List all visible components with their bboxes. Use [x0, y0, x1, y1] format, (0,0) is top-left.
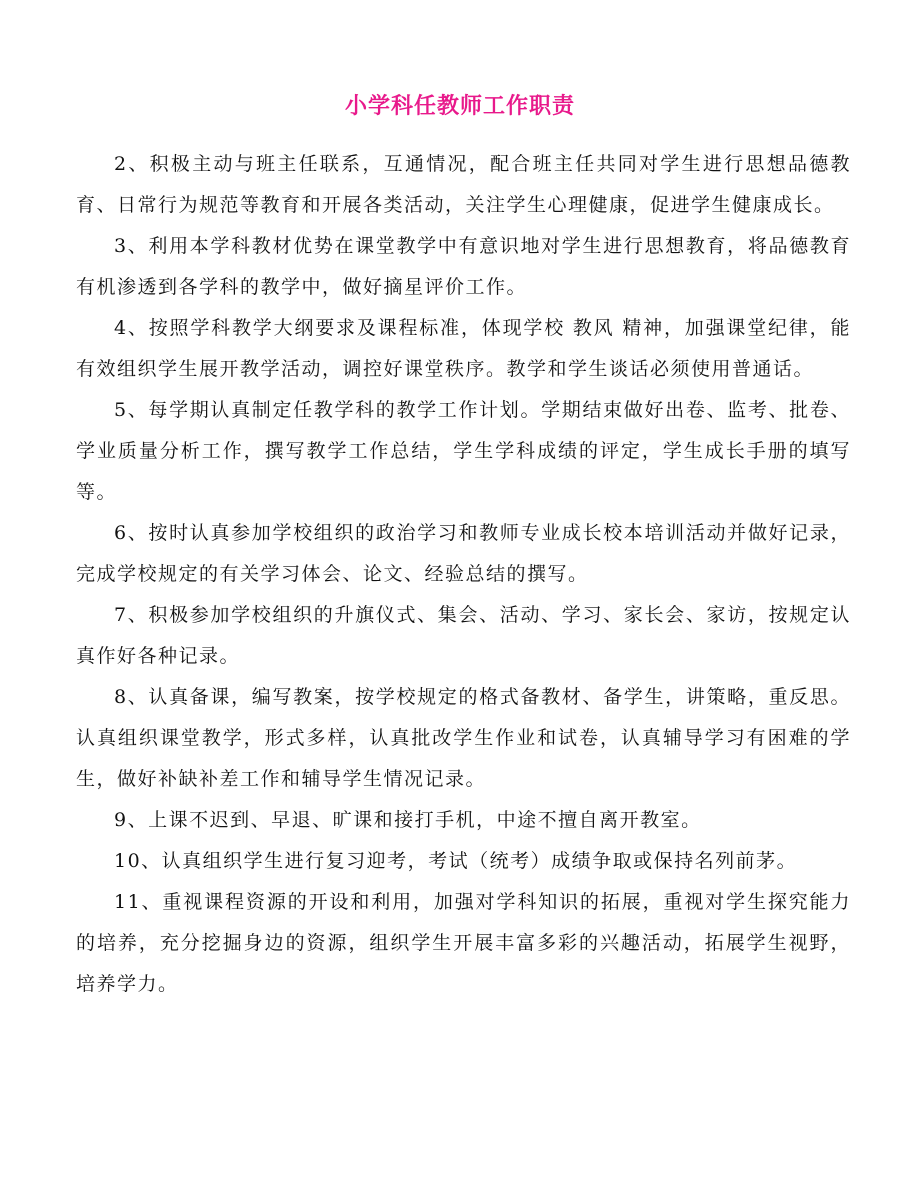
- document-title: 小学科任教师工作职责: [344, 93, 575, 119]
- paragraph-4: 4、按照学科教学大纲要求及课程标准，体现学校 教风 精神，加强课堂纪律，能有效组织学生展开教学活动，调控好课堂秩序。教学和学生谈话必须使用普通话。: [76, 317, 851, 380]
- paragraph-8: 8、认真备课，编写教案，按学校规定的格式备教材、备学生，讲策略，重反思。认真组织课堂教学，形式多样，认真批改学生作业和试卷，认真辅导学习有困难的学生，做好补缺补差工作和辅导学生情况记录。: [76, 686, 851, 790]
- paragraph-3: 3、利用本学科教材优势在课堂教学中有意识地对学生进行思想教育，将品德教育有机渗透到各学科的教学中，做好摘星评价工作。: [76, 235, 851, 298]
- paragraph-5: 5、每学期认真制定任教学科的教学工作计划。学期结束做好出卷、监考、批卷、学业质量分析工作，撰写教学工作总结，学生学科成绩的评定，学生成长手册的填写等。: [76, 399, 851, 503]
- paragraph-2: 2、积极主动与班主任联系，互通情况，配合班主任共同对学生进行思想品德教育、日常行为规范等教育和开展各类活动，关注学生心理健康，促进学生健康成长。: [76, 153, 851, 216]
- paragraph-7: 7、积极参加学校组织的升旗仪式、集会、活动、学习、家长会、家访，按规定认真作好各种记录。: [76, 604, 851, 667]
- document-body: [76, 144, 851, 1005]
- paragraph-11: 11、重视课程资源的开设和利用，加强对学科知识的拓展，重视对学生探究能力的培养，充分挖掘身边的资源，组织学生开展丰富多彩的兴趣活动，拓展学生视野，培养学力。: [76, 891, 851, 995]
- paragraph-10: 10、认真组织学生进行复习迎考，考试（统考）成绩争取或保持名列前茅。: [114, 850, 798, 872]
- paragraph-9: 9、上课不迟到、早退、旷课和接打手机，中途不擅自离开教室。: [114, 809, 702, 831]
- paragraph-6: 6、按时认真参加学校组织的政治学习和教师专业成长校本培训活动并做好记录，完成学校规定的有关学习体会、论文、经验总结的撰写。: [76, 522, 851, 585]
